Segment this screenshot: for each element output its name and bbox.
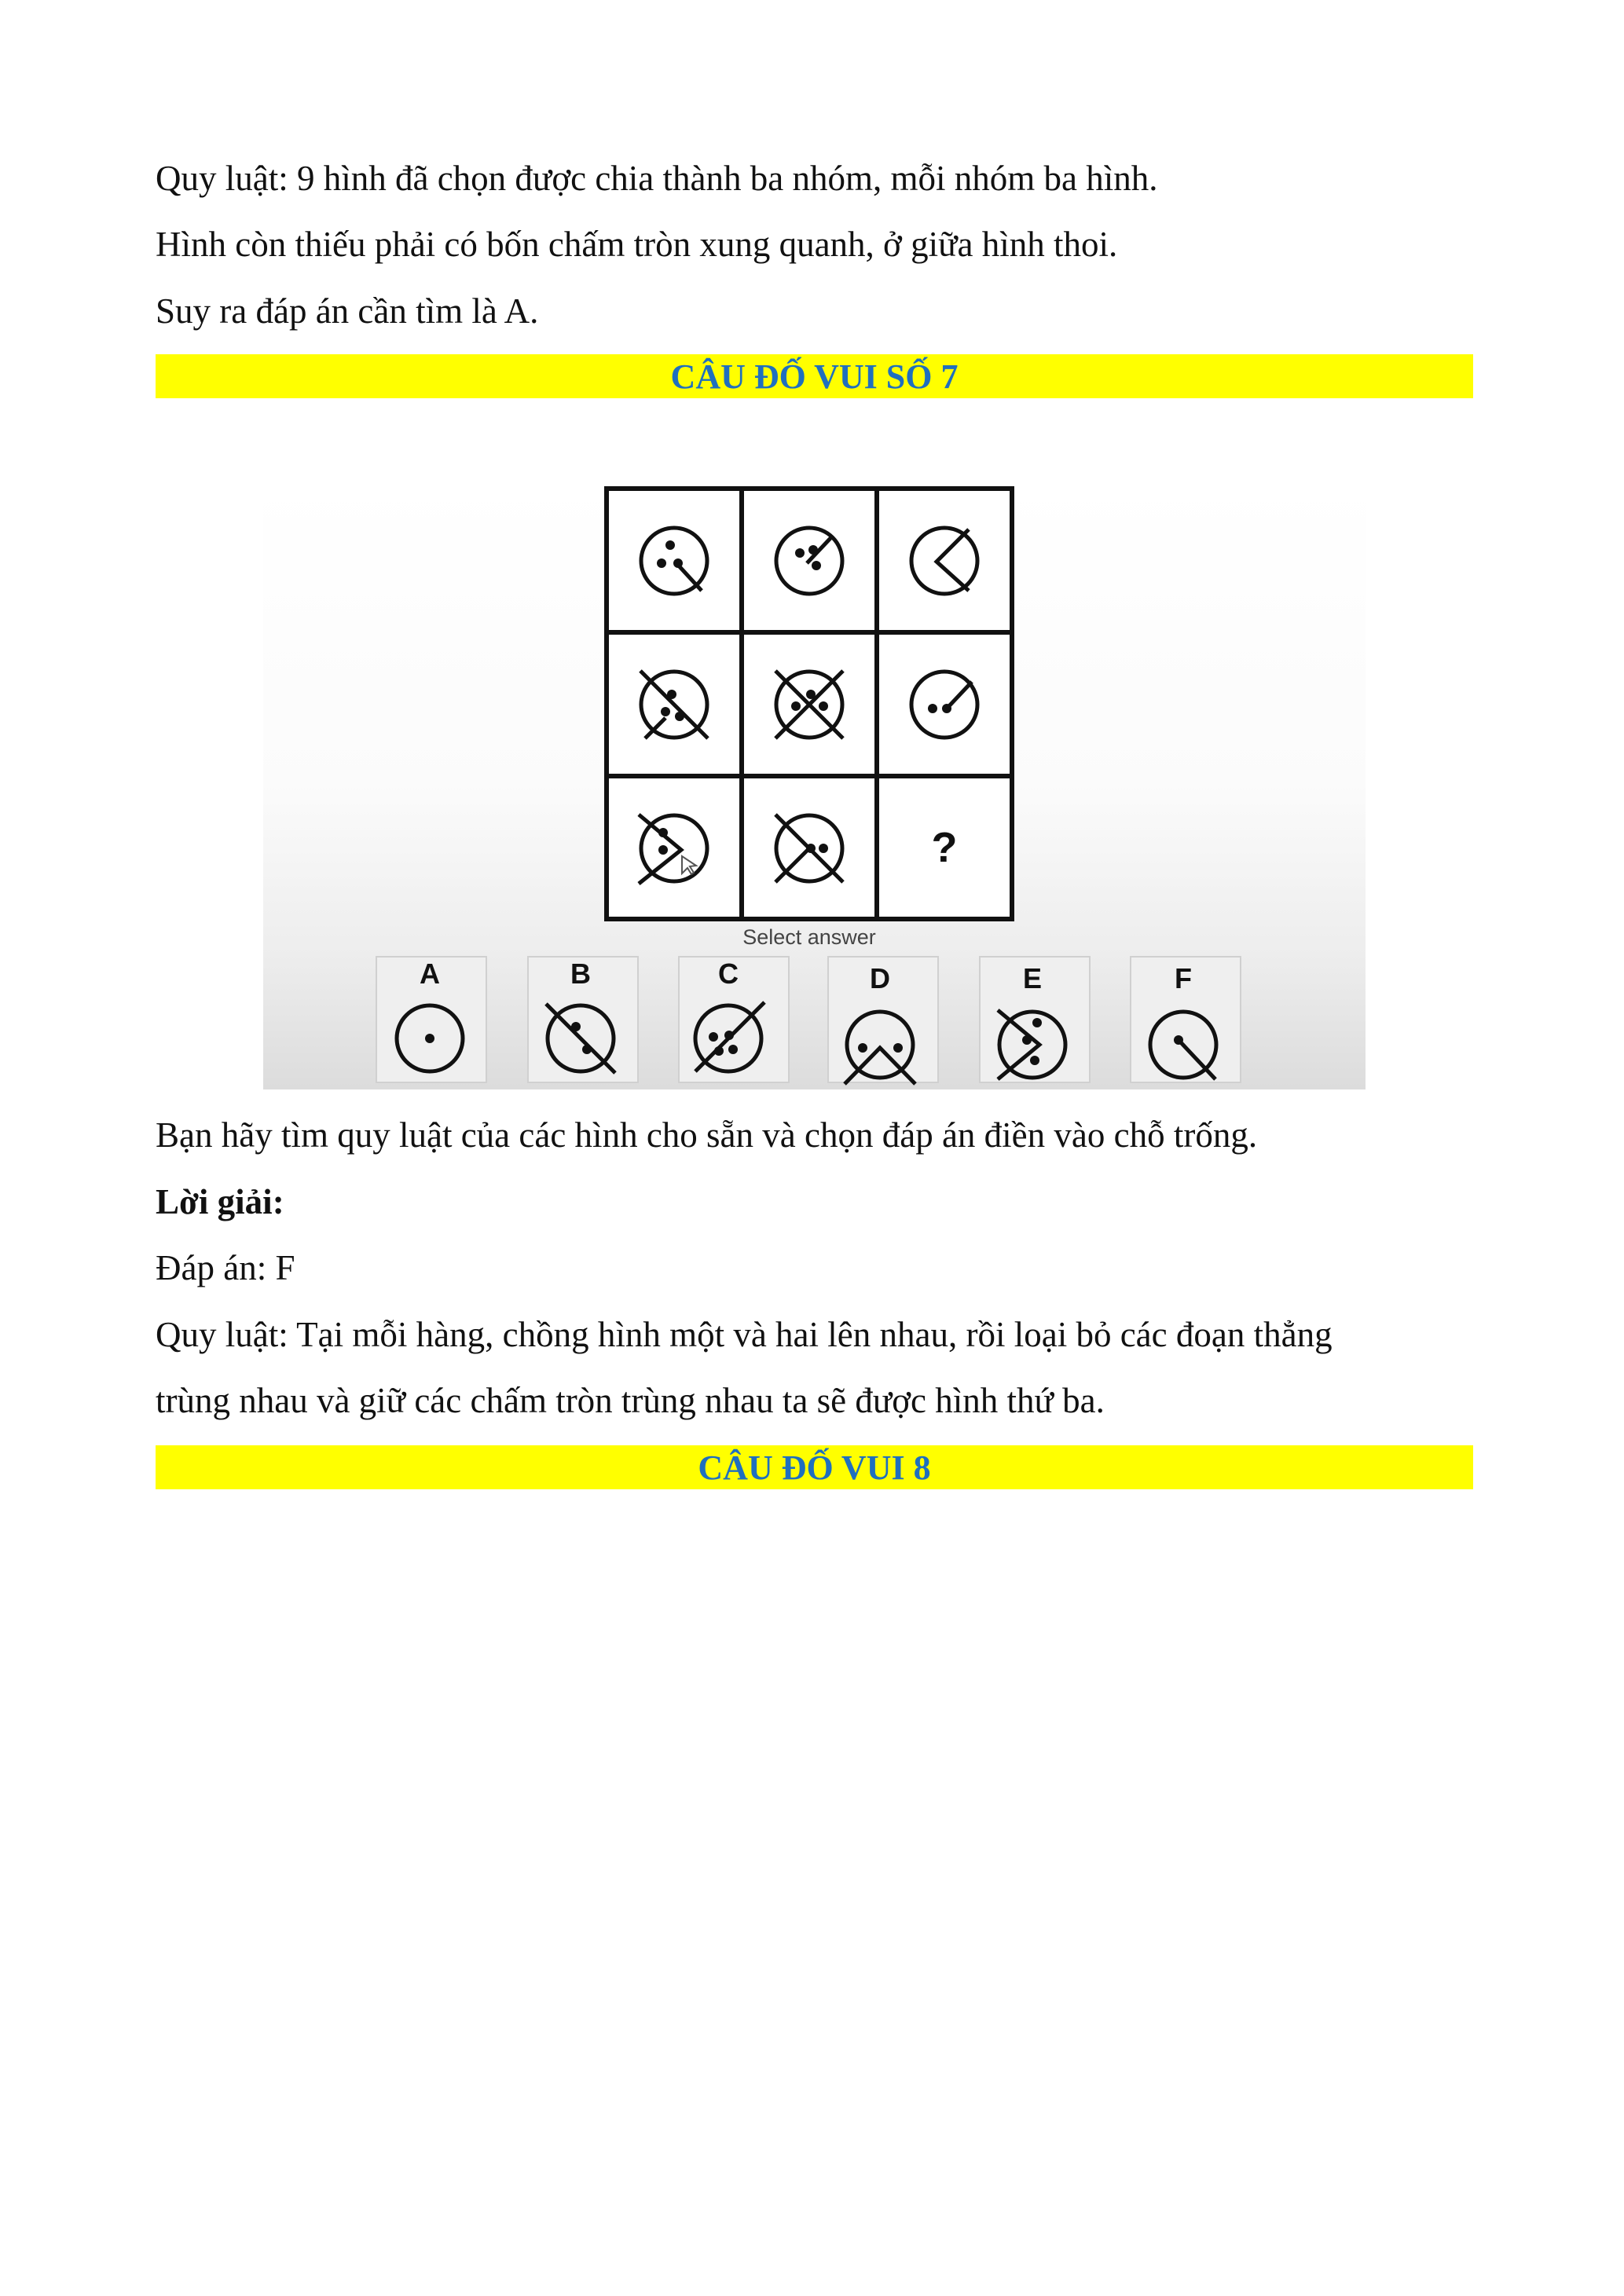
section-8-title: CÂU ĐỐ VUI 8 (156, 1445, 1473, 1489)
intro-line-3: Suy ra đáp án cần tìm là A. (156, 291, 539, 331)
rule-line-2: trùng nhau và giữ các chấm tròn trùng nhau ta sẽ được hình thứ ba. (156, 1381, 1105, 1420)
puzzle-figure (263, 481, 1366, 1089)
option-label-a: A (420, 958, 440, 990)
option-label-b: B (570, 958, 591, 990)
option-label-d: D (870, 962, 890, 994)
option-label-e: E (1022, 962, 1043, 994)
section-7-title: CÂU ĐỐ VUI SỐ 7 (156, 354, 1473, 398)
missing-cell-question-mark: ? (931, 824, 958, 871)
intro-line-2: Hình còn thiếu phải có bốn chấm tròn xung quanh, ở giữa hình thoi. (156, 225, 1118, 264)
option-label-c: C (718, 958, 739, 990)
intro-line-1: Quy luật: 9 hình đã chọn được chia thành ba nhóm, mỗi nhóm ba hình. (156, 159, 1158, 198)
option-label-f: F (1175, 962, 1192, 994)
puzzle-prompt: Bạn hãy tìm quy luật của các hình cho sẵn và chọn đáp án điền vào chỗ trống. (156, 1115, 1258, 1155)
select-answer-label: Select answer (742, 925, 876, 949)
solution-label: Lời giải: (156, 1182, 284, 1221)
answer-line: Đáp án: F (156, 1248, 295, 1287)
rule-line-1: Quy luật: Tại mỗi hàng, chồng hình một và hai lên nhau, rồi loại bỏ các đoạn thẳng (156, 1315, 1333, 1354)
